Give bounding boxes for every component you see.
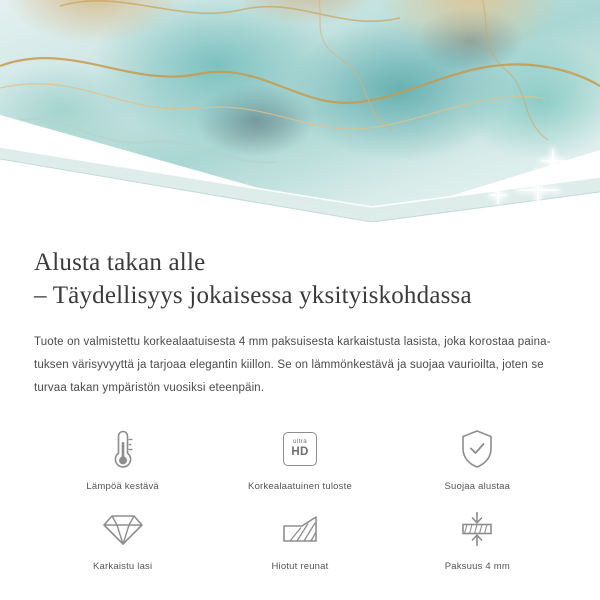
feature-label: Karkaistu lasi	[93, 560, 153, 572]
sparkle-icon	[516, 168, 560, 212]
feature-label: Korkealaatuinen tuloste	[248, 480, 352, 492]
content-section	[0, 246, 600, 572]
feature-label: Paksuus 4 mm	[444, 560, 510, 572]
thermometer-icon	[110, 426, 136, 472]
page-title	[34, 246, 566, 313]
description-paragraph: Tuote on valmistettu korkealaatuisesta 4 mm paksuisesta karkaistusta lasista, joka korostaa paina-tuksen värisyvyyttä ja tarjoaa elegantin kiillon. Se on lämmönkestävä ja suojaa vaurioilta, joten se turvaa takan ympäristön vuosiksi eteenpäin.	[34, 335, 551, 394]
headline-line-2: – Täydellisyys jokaisessa yksityiskohdassa	[34, 282, 472, 310]
feature-label: Suojaa alustaa	[444, 480, 511, 492]
feature-item-thickness	[389, 506, 566, 572]
diamond-icon	[102, 506, 144, 552]
feature-label: Lämpöä kestävä	[86, 480, 159, 492]
shield-check-icon	[458, 426, 496, 472]
feature-grid	[34, 426, 566, 572]
feature-item-print-quality	[211, 426, 388, 492]
feature-item-heat-resistant	[34, 426, 211, 492]
sparkle-icon	[489, 186, 507, 204]
thickness-arrows-icon	[457, 506, 497, 552]
headline-line-1: Alusta takan alle	[34, 249, 206, 276]
feature-item-tempered-glass	[34, 506, 211, 572]
badge-bottom-text: HD	[291, 445, 309, 458]
polished-edges-icon	[280, 506, 320, 552]
ultra-hd-icon	[283, 426, 317, 472]
badge-top-text: ultra	[292, 438, 308, 446]
hero-image	[0, 0, 600, 222]
feature-item-surface-protection	[389, 426, 566, 492]
feature-item-polished-edges	[211, 506, 388, 572]
marble-art-background	[0, 0, 600, 220]
feature-label: Hiotut reunat	[271, 560, 329, 572]
